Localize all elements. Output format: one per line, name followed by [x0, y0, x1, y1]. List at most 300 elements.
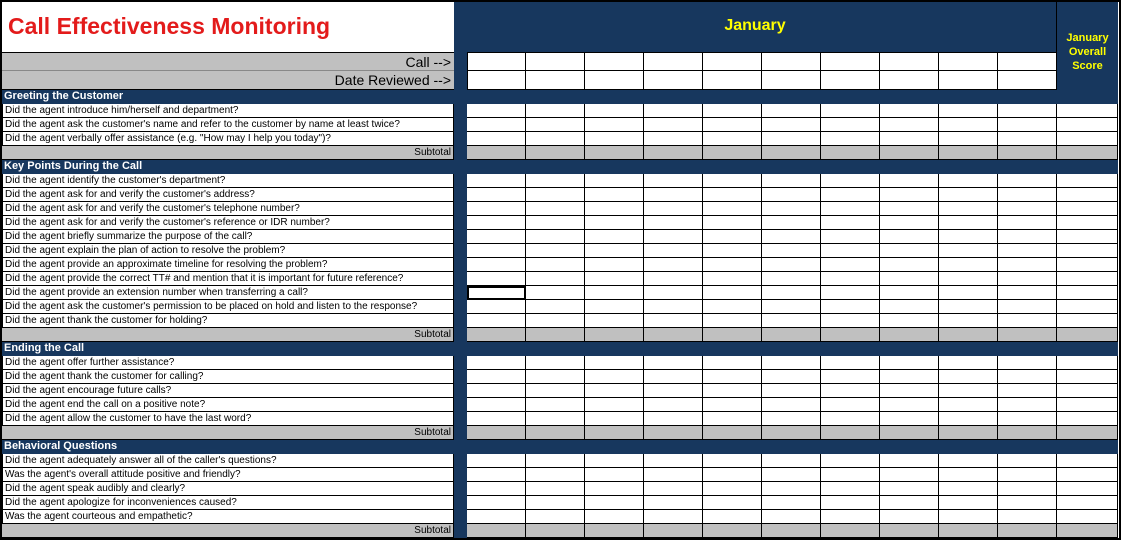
subtotal-cell[interactable] — [526, 146, 585, 160]
overall-score-cell[interactable] — [1057, 174, 1118, 188]
score-cell[interactable] — [762, 188, 821, 202]
score-cell[interactable] — [762, 118, 821, 132]
subtotal-cell[interactable] — [644, 524, 703, 538]
score-cell[interactable] — [880, 286, 939, 300]
subtotal-cell[interactable] — [939, 328, 998, 342]
score-cell[interactable] — [585, 272, 644, 286]
subtotal-cell[interactable] — [998, 426, 1057, 440]
score-cell[interactable] — [998, 370, 1057, 384]
score-cell[interactable] — [526, 244, 585, 258]
score-cell[interactable] — [703, 510, 762, 524]
score-cell[interactable] — [762, 104, 821, 118]
score-cell[interactable] — [939, 104, 998, 118]
score-cell[interactable] — [703, 314, 762, 328]
overall-score-cell[interactable] — [1057, 314, 1118, 328]
subtotal-cell[interactable] — [703, 426, 762, 440]
score-cell[interactable] — [821, 286, 880, 300]
score-cell[interactable] — [703, 244, 762, 258]
score-cell[interactable] — [762, 244, 821, 258]
date-input-cell[interactable] — [526, 71, 585, 90]
subtotal-cell[interactable] — [467, 524, 526, 538]
score-cell[interactable] — [821, 272, 880, 286]
subtotal-cell[interactable] — [939, 524, 998, 538]
score-cell[interactable] — [703, 482, 762, 496]
call-input-cell[interactable] — [998, 52, 1057, 71]
score-cell[interactable] — [703, 468, 762, 482]
score-cell[interactable] — [880, 202, 939, 216]
score-cell[interactable] — [762, 482, 821, 496]
score-cell[interactable] — [880, 370, 939, 384]
score-cell[interactable] — [880, 104, 939, 118]
score-cell[interactable] — [939, 496, 998, 510]
score-cell[interactable] — [467, 188, 526, 202]
subtotal-cell[interactable] — [467, 426, 526, 440]
subtotal-cell[interactable] — [821, 328, 880, 342]
score-cell[interactable] — [467, 174, 526, 188]
score-cell[interactable] — [585, 454, 644, 468]
overall-score-cell[interactable] — [1057, 412, 1118, 426]
score-cell[interactable] — [467, 104, 526, 118]
score-cell[interactable] — [998, 496, 1057, 510]
subtotal-cell[interactable] — [762, 146, 821, 160]
subtotal-cell[interactable] — [703, 146, 762, 160]
score-cell[interactable] — [939, 356, 998, 370]
score-cell[interactable] — [821, 258, 880, 272]
score-cell[interactable] — [880, 272, 939, 286]
score-cell[interactable] — [526, 384, 585, 398]
score-cell[interactable] — [939, 482, 998, 496]
score-cell[interactable] — [821, 244, 880, 258]
overall-score-cell[interactable] — [1057, 230, 1118, 244]
score-cell[interactable] — [821, 482, 880, 496]
overall-score-cell[interactable] — [1057, 188, 1118, 202]
score-cell[interactable] — [526, 314, 585, 328]
score-cell[interactable] — [467, 202, 526, 216]
date-input-cell[interactable] — [585, 71, 644, 90]
score-cell[interactable] — [998, 398, 1057, 412]
score-cell[interactable] — [939, 398, 998, 412]
score-cell[interactable] — [939, 300, 998, 314]
score-cell[interactable] — [703, 398, 762, 412]
score-cell[interactable] — [585, 398, 644, 412]
overall-score-cell[interactable] — [1057, 132, 1118, 146]
score-cell[interactable] — [644, 412, 703, 426]
score-cell[interactable] — [703, 286, 762, 300]
call-input-cell[interactable] — [526, 52, 585, 71]
score-cell[interactable] — [526, 454, 585, 468]
overall-score-cell[interactable] — [1057, 510, 1118, 524]
score-cell[interactable] — [644, 356, 703, 370]
score-cell[interactable] — [939, 174, 998, 188]
score-cell[interactable] — [762, 174, 821, 188]
call-input-cell[interactable] — [821, 52, 880, 71]
score-cell[interactable] — [998, 468, 1057, 482]
subtotal-cell[interactable] — [821, 426, 880, 440]
score-cell[interactable] — [703, 230, 762, 244]
call-input-cell[interactable] — [880, 52, 939, 71]
call-input-cell[interactable] — [703, 52, 762, 71]
score-cell[interactable] — [585, 510, 644, 524]
score-cell[interactable] — [467, 370, 526, 384]
score-cell[interactable] — [939, 286, 998, 300]
score-cell[interactable] — [880, 230, 939, 244]
subtotal-cell[interactable] — [644, 426, 703, 440]
score-cell[interactable] — [644, 314, 703, 328]
score-cell[interactable] — [762, 510, 821, 524]
score-cell[interactable] — [762, 300, 821, 314]
score-cell[interactable] — [939, 314, 998, 328]
score-cell[interactable] — [526, 202, 585, 216]
date-input-cell[interactable] — [762, 71, 821, 90]
date-input-cell[interactable] — [644, 71, 703, 90]
call-input-cell[interactable] — [644, 52, 703, 71]
score-cell[interactable] — [821, 510, 880, 524]
score-cell[interactable] — [585, 202, 644, 216]
score-cell[interactable] — [467, 510, 526, 524]
score-cell[interactable] — [998, 230, 1057, 244]
score-cell[interactable] — [880, 118, 939, 132]
call-input-cell[interactable] — [585, 52, 644, 71]
subtotal-cell[interactable] — [644, 146, 703, 160]
score-cell[interactable] — [939, 384, 998, 398]
score-cell[interactable] — [585, 412, 644, 426]
score-cell[interactable] — [526, 258, 585, 272]
score-cell[interactable] — [880, 258, 939, 272]
subtotal-overall-cell[interactable] — [1057, 146, 1118, 160]
date-input-cell[interactable] — [880, 71, 939, 90]
score-cell[interactable] — [880, 384, 939, 398]
score-cell[interactable] — [821, 174, 880, 188]
subtotal-cell[interactable] — [585, 426, 644, 440]
date-input-cell[interactable] — [998, 71, 1057, 90]
score-cell[interactable] — [998, 104, 1057, 118]
subtotal-cell[interactable] — [880, 328, 939, 342]
subtotal-cell[interactable] — [939, 146, 998, 160]
score-cell[interactable] — [526, 468, 585, 482]
score-cell[interactable] — [644, 258, 703, 272]
overall-score-cell[interactable] — [1057, 468, 1118, 482]
score-cell[interactable] — [644, 202, 703, 216]
score-cell[interactable] — [467, 132, 526, 146]
date-input-cell[interactable] — [467, 71, 526, 90]
score-cell[interactable] — [821, 188, 880, 202]
score-cell[interactable] — [467, 356, 526, 370]
score-cell[interactable] — [526, 482, 585, 496]
score-cell[interactable] — [644, 370, 703, 384]
score-cell[interactable] — [880, 454, 939, 468]
score-cell[interactable] — [467, 482, 526, 496]
score-cell[interactable] — [644, 286, 703, 300]
score-cell[interactable] — [585, 230, 644, 244]
overall-score-cell[interactable] — [1057, 384, 1118, 398]
score-cell[interactable] — [467, 496, 526, 510]
score-cell[interactable] — [703, 496, 762, 510]
call-input-cell[interactable] — [762, 52, 821, 71]
score-cell[interactable] — [703, 216, 762, 230]
score-cell[interactable] — [585, 356, 644, 370]
score-cell[interactable] — [762, 286, 821, 300]
score-cell[interactable] — [703, 412, 762, 426]
score-cell[interactable] — [762, 230, 821, 244]
score-cell[interactable] — [644, 118, 703, 132]
score-cell[interactable] — [585, 286, 644, 300]
score-cell[interactable] — [998, 510, 1057, 524]
score-cell[interactable] — [703, 118, 762, 132]
score-cell[interactable] — [467, 258, 526, 272]
score-cell[interactable] — [880, 132, 939, 146]
score-cell[interactable] — [644, 216, 703, 230]
score-cell[interactable] — [939, 370, 998, 384]
score-cell[interactable] — [939, 244, 998, 258]
subtotal-cell[interactable] — [703, 328, 762, 342]
score-cell[interactable] — [762, 132, 821, 146]
subtotal-cell[interactable] — [998, 146, 1057, 160]
subtotal-overall-cell[interactable] — [1057, 328, 1118, 342]
subtotal-cell[interactable] — [880, 524, 939, 538]
score-cell[interactable] — [526, 104, 585, 118]
score-cell[interactable] — [998, 272, 1057, 286]
subtotal-cell[interactable] — [762, 426, 821, 440]
score-cell[interactable] — [467, 244, 526, 258]
score-cell[interactable] — [644, 188, 703, 202]
score-cell[interactable] — [467, 300, 526, 314]
score-cell[interactable] — [880, 216, 939, 230]
score-cell[interactable] — [880, 244, 939, 258]
score-cell[interactable] — [821, 230, 880, 244]
score-cell[interactable] — [762, 398, 821, 412]
score-cell[interactable] — [585, 118, 644, 132]
score-cell[interactable] — [939, 216, 998, 230]
score-cell[interactable] — [998, 174, 1057, 188]
score-cell[interactable] — [526, 272, 585, 286]
score-cell[interactable] — [526, 412, 585, 426]
score-cell[interactable] — [939, 132, 998, 146]
selected-score-cell[interactable] — [467, 286, 526, 300]
score-cell[interactable] — [821, 370, 880, 384]
subtotal-cell[interactable] — [585, 524, 644, 538]
score-cell[interactable] — [762, 468, 821, 482]
score-cell[interactable] — [585, 244, 644, 258]
call-input-cell[interactable] — [939, 52, 998, 71]
score-cell[interactable] — [467, 314, 526, 328]
score-cell[interactable] — [998, 356, 1057, 370]
overall-score-cell[interactable] — [1057, 482, 1118, 496]
score-cell[interactable] — [703, 384, 762, 398]
score-cell[interactable] — [880, 496, 939, 510]
overall-score-cell[interactable] — [1057, 370, 1118, 384]
score-cell[interactable] — [880, 188, 939, 202]
overall-score-cell[interactable] — [1057, 300, 1118, 314]
score-cell[interactable] — [585, 468, 644, 482]
score-cell[interactable] — [939, 272, 998, 286]
overall-score-cell[interactable] — [1057, 272, 1118, 286]
subtotal-overall-cell[interactable] — [1057, 524, 1118, 538]
score-cell[interactable] — [762, 412, 821, 426]
score-cell[interactable] — [585, 174, 644, 188]
score-cell[interactable] — [821, 496, 880, 510]
score-cell[interactable] — [703, 132, 762, 146]
score-cell[interactable] — [526, 300, 585, 314]
score-cell[interactable] — [703, 104, 762, 118]
score-cell[interactable] — [644, 496, 703, 510]
subtotal-cell[interactable] — [644, 328, 703, 342]
subtotal-cell[interactable] — [998, 328, 1057, 342]
score-cell[interactable] — [585, 104, 644, 118]
score-cell[interactable] — [821, 454, 880, 468]
overall-score-cell[interactable] — [1057, 202, 1118, 216]
score-cell[interactable] — [762, 314, 821, 328]
overall-score-cell[interactable] — [1057, 454, 1118, 468]
score-cell[interactable] — [585, 132, 644, 146]
subtotal-overall-cell[interactable] — [1057, 426, 1118, 440]
score-cell[interactable] — [526, 356, 585, 370]
score-cell[interactable] — [467, 454, 526, 468]
date-input-cell[interactable] — [703, 71, 762, 90]
score-cell[interactable] — [644, 174, 703, 188]
score-cell[interactable] — [526, 216, 585, 230]
subtotal-cell[interactable] — [703, 524, 762, 538]
score-cell[interactable] — [821, 384, 880, 398]
subtotal-cell[interactable] — [585, 328, 644, 342]
score-cell[interactable] — [762, 370, 821, 384]
score-cell[interactable] — [644, 398, 703, 412]
subtotal-cell[interactable] — [526, 328, 585, 342]
score-cell[interactable] — [762, 454, 821, 468]
subtotal-cell[interactable] — [467, 328, 526, 342]
score-cell[interactable] — [762, 384, 821, 398]
score-cell[interactable] — [880, 174, 939, 188]
score-cell[interactable] — [880, 510, 939, 524]
score-cell[interactable] — [998, 384, 1057, 398]
score-cell[interactable] — [467, 216, 526, 230]
subtotal-cell[interactable] — [880, 146, 939, 160]
score-cell[interactable] — [821, 314, 880, 328]
score-cell[interactable] — [467, 398, 526, 412]
score-cell[interactable] — [821, 300, 880, 314]
subtotal-cell[interactable] — [821, 146, 880, 160]
score-cell[interactable] — [821, 104, 880, 118]
score-cell[interactable] — [467, 412, 526, 426]
overall-score-cell[interactable] — [1057, 216, 1118, 230]
score-cell[interactable] — [880, 300, 939, 314]
score-cell[interactable] — [526, 510, 585, 524]
score-cell[interactable] — [526, 188, 585, 202]
score-cell[interactable] — [762, 356, 821, 370]
score-cell[interactable] — [644, 454, 703, 468]
subtotal-cell[interactable] — [998, 524, 1057, 538]
score-cell[interactable] — [585, 482, 644, 496]
score-cell[interactable] — [644, 230, 703, 244]
score-cell[interactable] — [526, 230, 585, 244]
score-cell[interactable] — [998, 482, 1057, 496]
score-cell[interactable] — [644, 300, 703, 314]
score-cell[interactable] — [762, 216, 821, 230]
score-cell[interactable] — [998, 258, 1057, 272]
score-cell[interactable] — [880, 468, 939, 482]
score-cell[interactable] — [467, 230, 526, 244]
score-cell[interactable] — [998, 300, 1057, 314]
overall-score-cell[interactable] — [1057, 104, 1118, 118]
score-cell[interactable] — [526, 132, 585, 146]
overall-score-cell[interactable] — [1057, 496, 1118, 510]
score-cell[interactable] — [644, 272, 703, 286]
score-cell[interactable] — [880, 412, 939, 426]
score-cell[interactable] — [998, 118, 1057, 132]
score-cell[interactable] — [644, 132, 703, 146]
score-cell[interactable] — [939, 454, 998, 468]
subtotal-cell[interactable] — [585, 146, 644, 160]
subtotal-cell[interactable] — [762, 328, 821, 342]
score-cell[interactable] — [467, 468, 526, 482]
score-cell[interactable] — [998, 286, 1057, 300]
score-cell[interactable] — [998, 202, 1057, 216]
score-cell[interactable] — [762, 202, 821, 216]
score-cell[interactable] — [644, 468, 703, 482]
score-cell[interactable] — [939, 510, 998, 524]
subtotal-cell[interactable] — [762, 524, 821, 538]
score-cell[interactable] — [821, 216, 880, 230]
date-input-cell[interactable] — [821, 71, 880, 90]
overall-score-cell[interactable] — [1057, 244, 1118, 258]
score-cell[interactable] — [526, 118, 585, 132]
score-cell[interactable] — [703, 370, 762, 384]
score-cell[interactable] — [703, 272, 762, 286]
score-cell[interactable] — [998, 244, 1057, 258]
overall-score-cell[interactable] — [1057, 258, 1118, 272]
score-cell[interactable] — [703, 188, 762, 202]
score-cell[interactable] — [585, 314, 644, 328]
score-cell[interactable] — [939, 258, 998, 272]
score-cell[interactable] — [467, 272, 526, 286]
score-cell[interactable] — [821, 132, 880, 146]
subtotal-cell[interactable] — [467, 146, 526, 160]
score-cell[interactable] — [585, 496, 644, 510]
score-cell[interactable] — [998, 188, 1057, 202]
score-cell[interactable] — [762, 496, 821, 510]
score-cell[interactable] — [998, 454, 1057, 468]
score-cell[interactable] — [526, 370, 585, 384]
subtotal-cell[interactable] — [526, 524, 585, 538]
score-cell[interactable] — [821, 412, 880, 426]
score-cell[interactable] — [880, 356, 939, 370]
subtotal-cell[interactable] — [880, 426, 939, 440]
score-cell[interactable] — [703, 454, 762, 468]
score-cell[interactable] — [821, 398, 880, 412]
score-cell[interactable] — [585, 370, 644, 384]
score-cell[interactable] — [762, 258, 821, 272]
score-cell[interactable] — [939, 118, 998, 132]
overall-score-cell[interactable] — [1057, 398, 1118, 412]
score-cell[interactable] — [998, 132, 1057, 146]
score-cell[interactable] — [880, 314, 939, 328]
score-cell[interactable] — [526, 496, 585, 510]
overall-score-cell[interactable] — [1057, 356, 1118, 370]
score-cell[interactable] — [703, 258, 762, 272]
overall-score-cell[interactable] — [1057, 118, 1118, 132]
score-cell[interactable] — [703, 356, 762, 370]
score-cell[interactable] — [939, 412, 998, 426]
score-cell[interactable] — [644, 104, 703, 118]
subtotal-cell[interactable] — [821, 524, 880, 538]
score-cell[interactable] — [644, 510, 703, 524]
date-input-cell[interactable] — [939, 71, 998, 90]
score-cell[interactable] — [585, 188, 644, 202]
score-cell[interactable] — [703, 300, 762, 314]
score-cell[interactable] — [644, 384, 703, 398]
score-cell[interactable] — [644, 482, 703, 496]
call-input-cell[interactable] — [467, 52, 526, 71]
score-cell[interactable] — [585, 216, 644, 230]
